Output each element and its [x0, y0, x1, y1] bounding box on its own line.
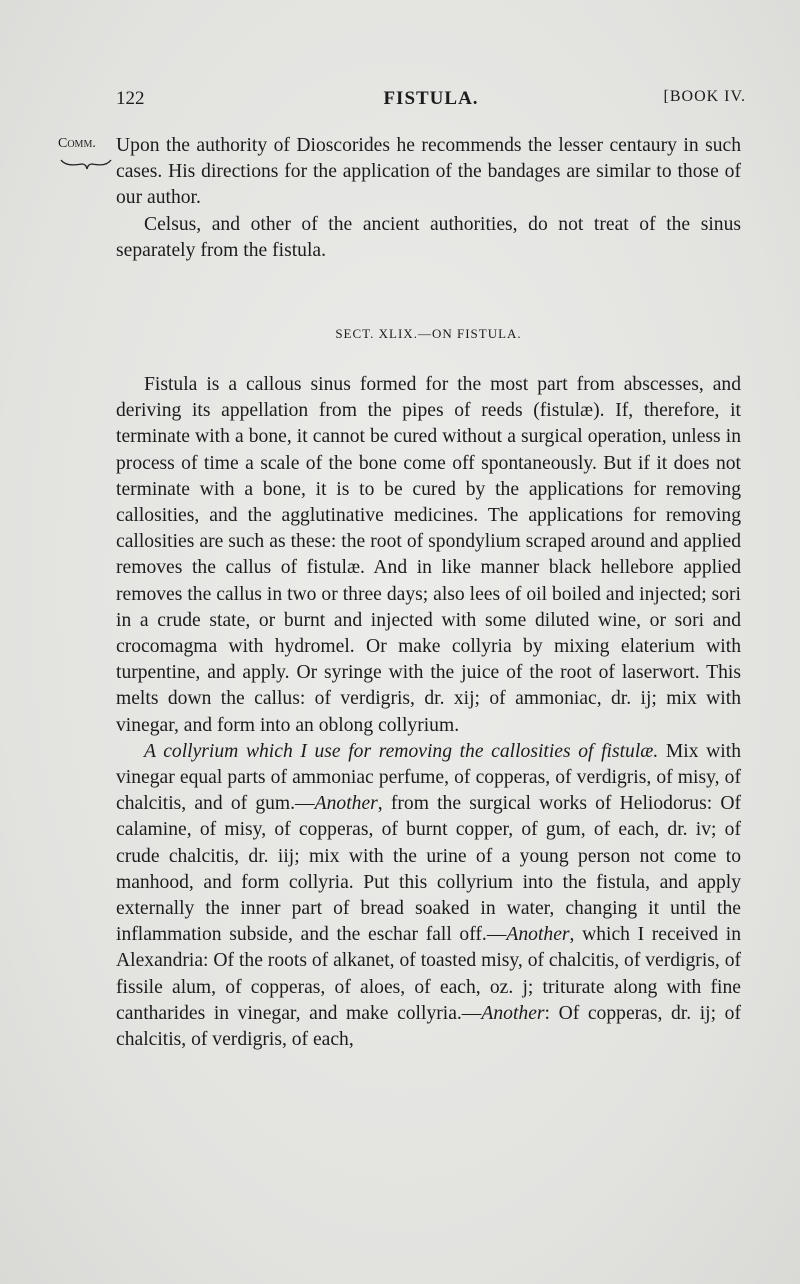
recipe-paragraph	[116, 739, 741, 1053]
italic-lead: A collyrium which I use for removing the callosities of fistulæ.	[144, 740, 659, 762]
commentary-paragraph: Upon the authority of Dioscorides he recommends the lesser centaury in such cases. His directions for the application of the bandages are similar to those of our author.	[116, 135, 741, 209]
main-paragraph: Fistula is a callous sinus formed for the most part from abscesses, and deriving its appellation from the pipes of reeds (fistulæ). If, therefore, it terminate with a bone, it cannot be cured without a surgical operation, unless in process of time a scale of the bone come off spontaneously. But if it does not terminate with a bone, it is to be cured by the applications for removing callosities, and the agglutinative medicines. The applications for removing callosities are such as these: the root of spondylium scraped around and applied removes the callus of fistulæ. And in like manner black hellebore applied removes the callus in two or three days; also lees of oil boiled and injected; sori in a crude state, or burnt and injected with some diluted wine, or sori and crocomagma with hydromel. Or make collyria by mixing elaterium with turpentine, and apply. Or syringe with the juice of the root of laserwort. This melts down the callus: of verdigris, dr. xij; of ammoniac, dr. ij; mix with vinegar, and form into an oblong collyrium.	[116, 374, 741, 736]
italic-another: Another	[314, 793, 378, 815]
running-title: FISTULA.	[383, 88, 479, 109]
commentary-text	[116, 133, 741, 264]
section-body	[116, 372, 741, 1053]
section-heading: SECT. XLIX.—ON FISTULA.	[335, 326, 522, 341]
margin-note-comm: Comm.	[58, 136, 96, 151]
book-reference: [BOOK IV.	[663, 88, 746, 105]
margin-brace-icon	[60, 158, 112, 170]
commentary-paragraph: Celsus, and other of the ancient authorities, do not treat of the sinus separately from the fistula.	[116, 213, 741, 261]
italic-another: Another	[481, 1002, 545, 1024]
page-number: 122	[116, 88, 145, 109]
running-header	[116, 88, 746, 112]
italic-another: Another	[506, 924, 570, 946]
recipe-text: Mix with vinegar equal parts of ammoniac perfume, of copperas, of verdigris, of misy, of chalcitis, and of gum.—	[116, 740, 741, 815]
recipe-text: , from the surgical works of Heliodorus: Of calamine, of misy, of copperas, of burnt copper, of gum, of each, dr. iv; of crude chalcitis, dr. iij; mix with the urine of a young person not come to manhood, and form collyria. Put this collyrium into the fistula, and apply externally the inner part of bread soaked in water, changing it until the inflammation subside, and the eschar fall off.—	[116, 793, 741, 946]
recipe-text: , which I received in Alexandria: Of the roots of alkanet, of toasted misy, of chalcitis, of verdigris, of fissile alum, of copperas, of aloes, of each, oz. j; triturate along with fine cantharides in vinegar, and make collyria.—	[116, 924, 742, 1024]
recipe-text: : Of copperas, dr. ij; of chalcitis, of verdigris, of each,	[116, 1002, 741, 1051]
